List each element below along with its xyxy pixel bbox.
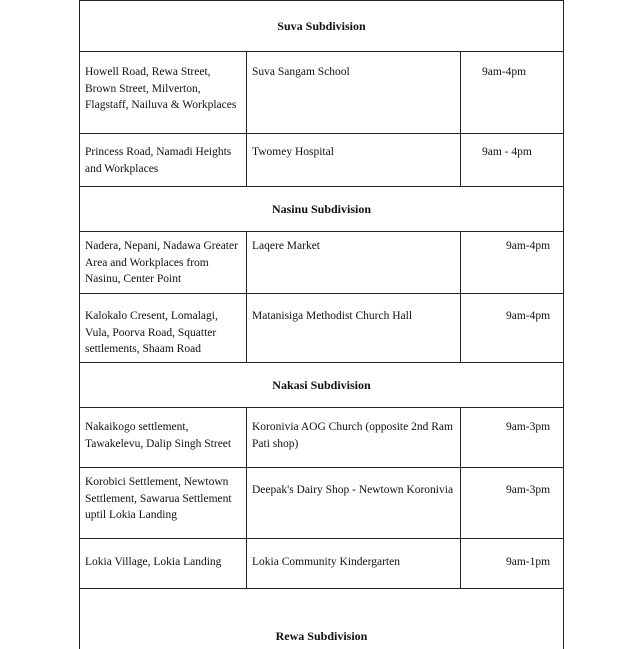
venue-cell: Suva Sangam School <box>247 52 461 133</box>
area-cell: Kalokalo Cresent, Lomalagi, Vula, Poorva Road, Squatter settlements, Shaam Road <box>80 294 247 362</box>
time-cell: 9am-4pm <box>506 310 551 322</box>
section-title: Nakasi Subdivision <box>272 377 371 392</box>
table-row <box>79 468 564 539</box>
venue-cell: Matanisiga Methodist Church Hall <box>247 294 461 362</box>
area-cell: Princess Road, Namadi Heights and Workplaces <box>80 134 247 186</box>
table-row <box>79 232 564 294</box>
table-row <box>79 294 564 363</box>
time-cell: 9am - 4pm <box>482 146 532 158</box>
area-cell: Howell Road, Rewa Street, Brown Street, Milverton, Flagstaff, Nailuva & Workplaces <box>80 52 247 133</box>
venue-cell: Twomey Hospital <box>247 134 461 186</box>
section-title: Suva Subdivision <box>277 18 366 33</box>
section-header-nasinu <box>79 187 564 232</box>
venue-cell: Deepak's Dairy Shop - Newtown Koronivia <box>247 468 461 538</box>
time-cell: 9am-3pm <box>506 484 551 496</box>
section-header-suva <box>79 0 564 52</box>
section-title: Nasinu Subdivision <box>271 201 372 216</box>
section-title: Rewa Subdivision <box>275 629 368 643</box>
schedule-table <box>79 0 564 649</box>
venue-cell: Laqere Market <box>247 232 461 293</box>
table-row <box>79 52 564 134</box>
time-cell: 9am-3pm <box>506 421 551 433</box>
time-cell: 9am-4pm <box>482 66 527 78</box>
area-cell: Nakaikogo settlement, Tawakelevu, Dalip Singh Street <box>80 408 247 467</box>
section-header-nakasi <box>79 363 564 408</box>
venue-cell: Lokia Community Kindergarten <box>247 539 461 588</box>
section-header-rewa <box>79 589 564 649</box>
time-cell: 9am-1pm <box>506 556 551 568</box>
table-row <box>79 408 564 468</box>
time-cell: 9am-4pm <box>506 240 551 252</box>
area-cell: Lokia Village, Lokia Landing <box>80 539 247 588</box>
area-cell: Korobici Settlement, Newtown Settlement, Sawarua Settlement uptil Lokia Landing <box>80 468 247 538</box>
table-row <box>79 539 564 589</box>
table-row <box>79 134 564 187</box>
venue-cell: Koronivia AOG Church (opposite 2nd Ram Pati shop) <box>247 408 461 467</box>
area-cell: Nadera, Nepani, Nadawa Greater Area and Workplaces from Nasinu, Center Point <box>80 232 247 293</box>
